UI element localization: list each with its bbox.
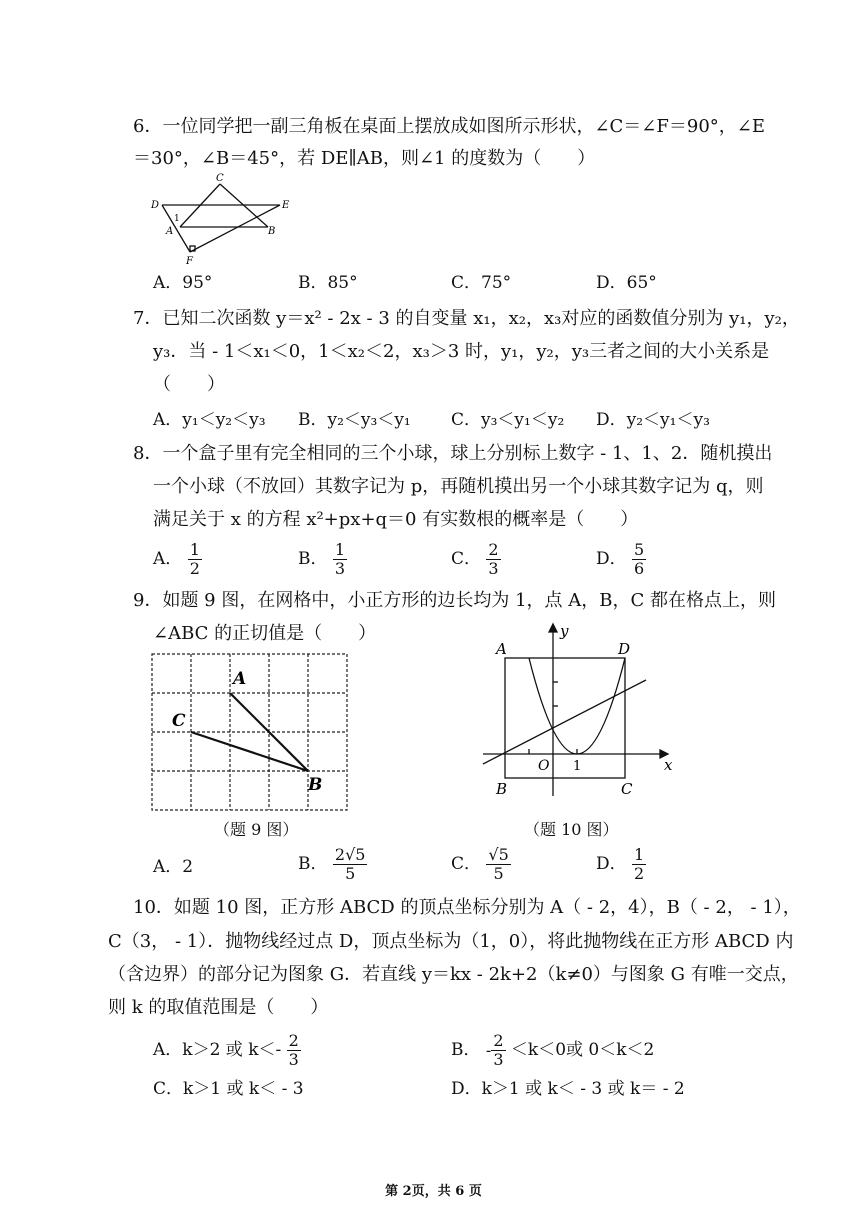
q9-line2: ∠ABC 的正切值是（ ） xyxy=(153,623,377,644)
q9-option-d-den: 2 xyxy=(634,864,645,883)
q6-label-f: F xyxy=(186,256,193,267)
q9-option-d xyxy=(596,846,646,883)
q9-option-b-fraction xyxy=(333,846,368,883)
q6-label-a: A xyxy=(166,226,174,237)
q9-label-b: B xyxy=(308,775,323,795)
q6-option-d: D．65° xyxy=(596,273,657,293)
q10-option-c: C．k＞1 或 k＜ - 3 xyxy=(153,1079,304,1099)
q10-option-a-text: A．k＞2 或 k＜- xyxy=(153,1040,282,1060)
q9-option-c xyxy=(451,846,511,883)
q9-option-b-letter: B． xyxy=(298,854,328,874)
q9-grid-figure xyxy=(148,648,353,813)
q9-option-c-num: √5 xyxy=(488,845,509,864)
q10-option-b-num: 2 xyxy=(493,1031,504,1050)
q10-label-o: O xyxy=(538,758,550,774)
q10-line3: （含边界）的部分记为图象 G．若直线 y＝kx - 2k+2（k≠0）与图象 G 有唯一交点， xyxy=(108,964,799,985)
q8-option-b-num: 1 xyxy=(334,540,346,559)
q6-line1: 6．一位同学把一副三角板在桌面上摆放成如图所示形状，∠C＝∠F＝90°，∠E xyxy=(133,116,766,137)
q8-option-d-den: 6 xyxy=(634,559,645,578)
q10-label-x: x xyxy=(664,756,673,774)
q10-option-b-fraction xyxy=(491,1032,505,1069)
q8-option-c-den: 3 xyxy=(488,559,499,578)
page-footer: 第 2页，共 6 页 xyxy=(385,1184,482,1199)
q8-line2: 一个小球（不放回）其数字记为 p，再随机摸出另一个小球其数字记为 q，则 xyxy=(153,476,764,497)
q8-option-b-fraction xyxy=(333,541,347,578)
q6-option-a: A．95° xyxy=(153,273,213,293)
q8-option-a xyxy=(153,541,202,578)
q9-option-c-letter: C． xyxy=(451,854,482,874)
q10-label-a: A xyxy=(496,640,507,658)
q10-option-a-fraction xyxy=(287,1032,301,1069)
q9-option-b xyxy=(298,846,367,883)
q9-option-b-num: 2√5 xyxy=(334,845,366,864)
q8-option-b-letter: B． xyxy=(298,549,328,569)
q7-option-d: D．y₂＜y₁＜y₃ xyxy=(596,410,710,430)
q6-label-b: B xyxy=(268,226,276,237)
q10-option-b-text: ＜k＜0或 0＜k＜2 xyxy=(510,1040,655,1060)
q6-option-b: B．85° xyxy=(298,273,358,293)
q10-label-c: C xyxy=(621,780,633,798)
q10-option-b: B． - $\frac{2}{3}$ ＜k＜0或 0＜k＜2 xyxy=(451,1031,655,1069)
q8-option-c-letter: C． xyxy=(451,549,482,569)
q8-line3: 满足关于 x 的方程 x²+px+q＝0 有实数根的概率是（ ） xyxy=(153,509,639,530)
q7-line3: （ ） xyxy=(153,374,225,395)
q8-option-b xyxy=(298,541,347,578)
q6-label-d: D xyxy=(151,200,160,211)
q10-line4: 则 k 的取值范围是（ ） xyxy=(108,997,329,1018)
q10-caption: （题 10 图） xyxy=(524,820,619,839)
q9-option-d-fraction xyxy=(632,846,646,883)
q9-label-a: A xyxy=(233,669,247,689)
q9-line1: 9．如题 9 图，在网格中，小正方形的边长均为 1，点 A，B，C 都在格点上，则 xyxy=(133,590,776,611)
q10-label-d: D xyxy=(618,640,631,658)
q8-option-b-den: 3 xyxy=(334,559,346,578)
q8-option-a-num: 1 xyxy=(189,540,200,559)
q9-option-b-den: 5 xyxy=(345,864,356,883)
q6-option-c: C．75° xyxy=(451,273,512,293)
q10-option-b-letter: B． xyxy=(451,1040,481,1060)
q7-line2: y₃．当 - 1＜x₁＜0，1＜x₂＜2，x₃＞3 时，y₁，y₂，y₃三者之间的大小关系是 xyxy=(153,341,770,362)
q8-option-c-fraction xyxy=(486,541,500,578)
q10-label-y: y xyxy=(560,622,569,640)
q9-label-c: C xyxy=(172,711,186,731)
q10-option-d: D．k＞1 或 k＜ - 3 或 k＝ - 2 xyxy=(451,1079,685,1099)
q10-label-one: 1 xyxy=(573,759,582,774)
q10-label-b: B xyxy=(496,780,508,798)
q6-line2: ＝30°，∠B＝45°，若 DE∥AB，则∠1 的度数为（ ） xyxy=(133,148,596,169)
q8-option-d-letter: D． xyxy=(596,549,627,569)
q9-option-d-num: 1 xyxy=(634,845,645,864)
q10-option-b-den: 3 xyxy=(493,1050,504,1069)
q8-option-a-fraction xyxy=(188,541,202,578)
q8-option-a-letter: A． xyxy=(153,549,183,569)
q8-line1: 8．一个盒子里有完全相同的三个小球，球上分别标上数字 - 1、1、2．随机摸出 xyxy=(133,443,773,464)
q10-option-a-num: 2 xyxy=(288,1031,299,1050)
q10-line2: C（3， - 1）．抛物线经过点 D，顶点坐标为（1，0），将此抛物线在正方形 ABCD 内 xyxy=(108,931,794,952)
q7-option-a: A．y₁＜y₂＜y₃ xyxy=(153,410,266,430)
q6-label-c: C xyxy=(216,173,224,184)
q9-option-d-letter: D． xyxy=(596,854,627,874)
q8-option-d-fraction xyxy=(632,541,646,578)
q8-option-d-num: 5 xyxy=(634,540,645,559)
q6-label-e: E xyxy=(282,200,290,211)
q10-figure xyxy=(478,620,678,800)
q9-option-c-fraction xyxy=(486,846,510,883)
q10-option-a-den: 3 xyxy=(288,1050,299,1069)
q10-line1: 10．如题 10 图，正方形 ABCD 的顶点坐标分别为 A（ - 2，4），B（ - 2， - 1）， xyxy=(133,897,801,918)
q7-option-c: C．y₃＜y₁＜y₂ xyxy=(451,410,565,430)
q9-caption: （题 9 图） xyxy=(214,820,299,839)
q8-option-c-num: 2 xyxy=(488,540,499,559)
q7-option-b: B．y₂＜y₃＜y₁ xyxy=(298,410,411,430)
q10-option-a xyxy=(153,1032,301,1069)
q9-option-c-den: 5 xyxy=(493,864,504,883)
q6-figure xyxy=(148,170,296,268)
q8-option-a-den: 2 xyxy=(189,559,200,578)
q9-option-a: A．2 xyxy=(153,857,194,877)
q7-line1: 7．已知二次函数 y＝x² - 2x - 3 的自变量 x₁，x₂，x₃对应的函数值分别为 y₁，y₂， xyxy=(133,308,800,329)
q8-option-c xyxy=(451,541,501,578)
q8-option-d xyxy=(596,541,646,578)
q6-label-1: 1 xyxy=(174,214,180,224)
